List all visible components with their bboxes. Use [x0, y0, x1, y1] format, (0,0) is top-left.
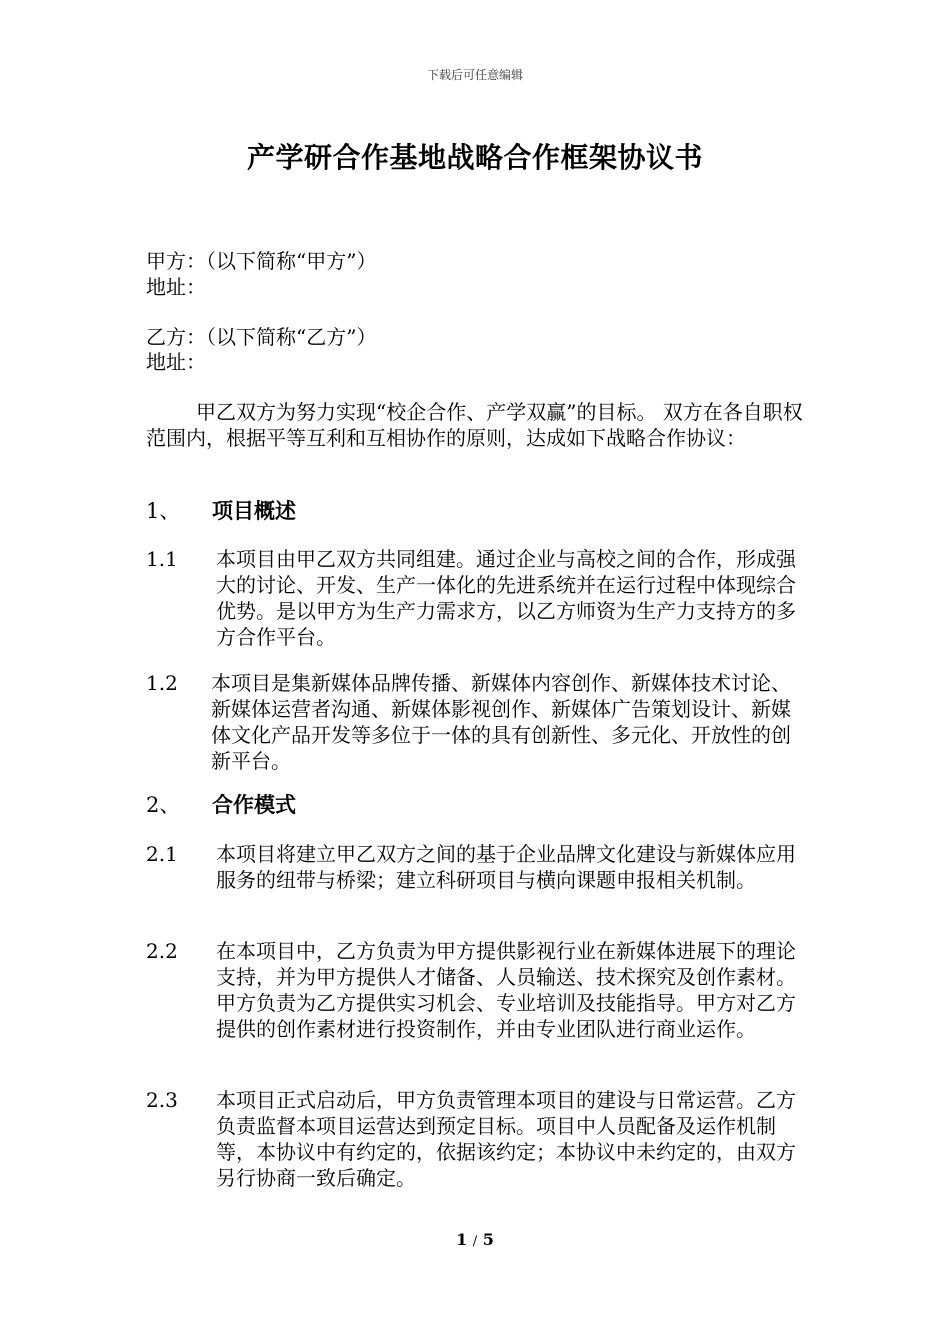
item-2-1-text: 本项目将建立甲乙双方之间的基于企业品牌文化建设与新媒体应用服务的纽带与桥梁；建立科研项目与横向课题申报相关机制。	[216, 842, 796, 892]
page-header: 下载后可任意编辑	[426, 68, 523, 82]
section-2-number: 2、	[146, 793, 181, 817]
item-1-2-number: 1.2	[146, 671, 178, 695]
page-number	[0, 1230, 950, 1249]
section-1-number: 1、	[146, 499, 181, 523]
document-title: 产学研合作基地战略合作框架协议书	[246, 141, 703, 174]
total-pages: 5	[482, 1230, 494, 1249]
party-a-line: 甲方：（以下简称“甲方”）	[146, 249, 377, 273]
current-page: 1	[456, 1230, 468, 1249]
section-1-heading	[146, 498, 296, 524]
section-2-title: 合作模式	[212, 792, 296, 817]
section-2-heading	[146, 792, 296, 818]
item-2-2-number: 2.2	[146, 939, 178, 963]
item-1-1-number: 1.1	[146, 547, 178, 571]
item-1-1-text: 本项目由甲乙双方共同组建。通过企业与高校之间的合作，形成强大的讨论、开发、生产一体化的先进系统并在运行过程中体现综合优势。是以甲方为生产力需求方，以乙方师资为生产力支持方的多方合作平台。	[216, 547, 796, 649]
page-separator: /	[472, 1234, 478, 1249]
item-2-3-text: 本项目正式启动后，甲方负责管理本项目的建设与日常运营。乙方负责监督本项目运营达到预定目标。项目中人员配备及运作机制等，本协议中有约定的，依据该约定；本协议中未约定的，由双方另行协商一致后确定。	[216, 1088, 796, 1190]
party-b-line: 乙方：（以下简称“乙方”）	[146, 325, 377, 349]
item-2-2-text: 在本项目中，乙方负责为甲方提供影视行业在新媒体进展下的理论支持，并为甲方提供人才储备、人员输送、技术探究及创作素材。甲方负责为乙方提供实习机会、专业培训及技能指导。甲方对乙方提供的创作素材进行投资制作，并由专业团队进行商业运作。	[216, 939, 796, 1041]
section-1-title: 项目概述	[212, 498, 296, 523]
item-2-1-number: 2.1	[146, 842, 178, 866]
intro-text: 甲乙双方为努力实现“校企合作、产学双赢”的目标。 双方在各自职权范围内，根据平等互利和互相协作的原则，达成如下战略合作协议：	[146, 400, 803, 450]
item-2-3-number: 2.3	[146, 1088, 178, 1112]
item-1-2-text: 本项目是集新媒体品牌传播、新媒体内容创作、新媒体技术讨论、新媒体运营者沟通、新媒体影视创作、新媒体广告策划设计、新媒体文化产品开发等多位于一体的具有创新性、多元化、开放性的创新平台。	[211, 671, 791, 773]
party-a-address: 地址：	[146, 275, 206, 299]
intro-paragraph	[146, 400, 810, 451]
party-b-address: 地址：	[146, 350, 206, 374]
